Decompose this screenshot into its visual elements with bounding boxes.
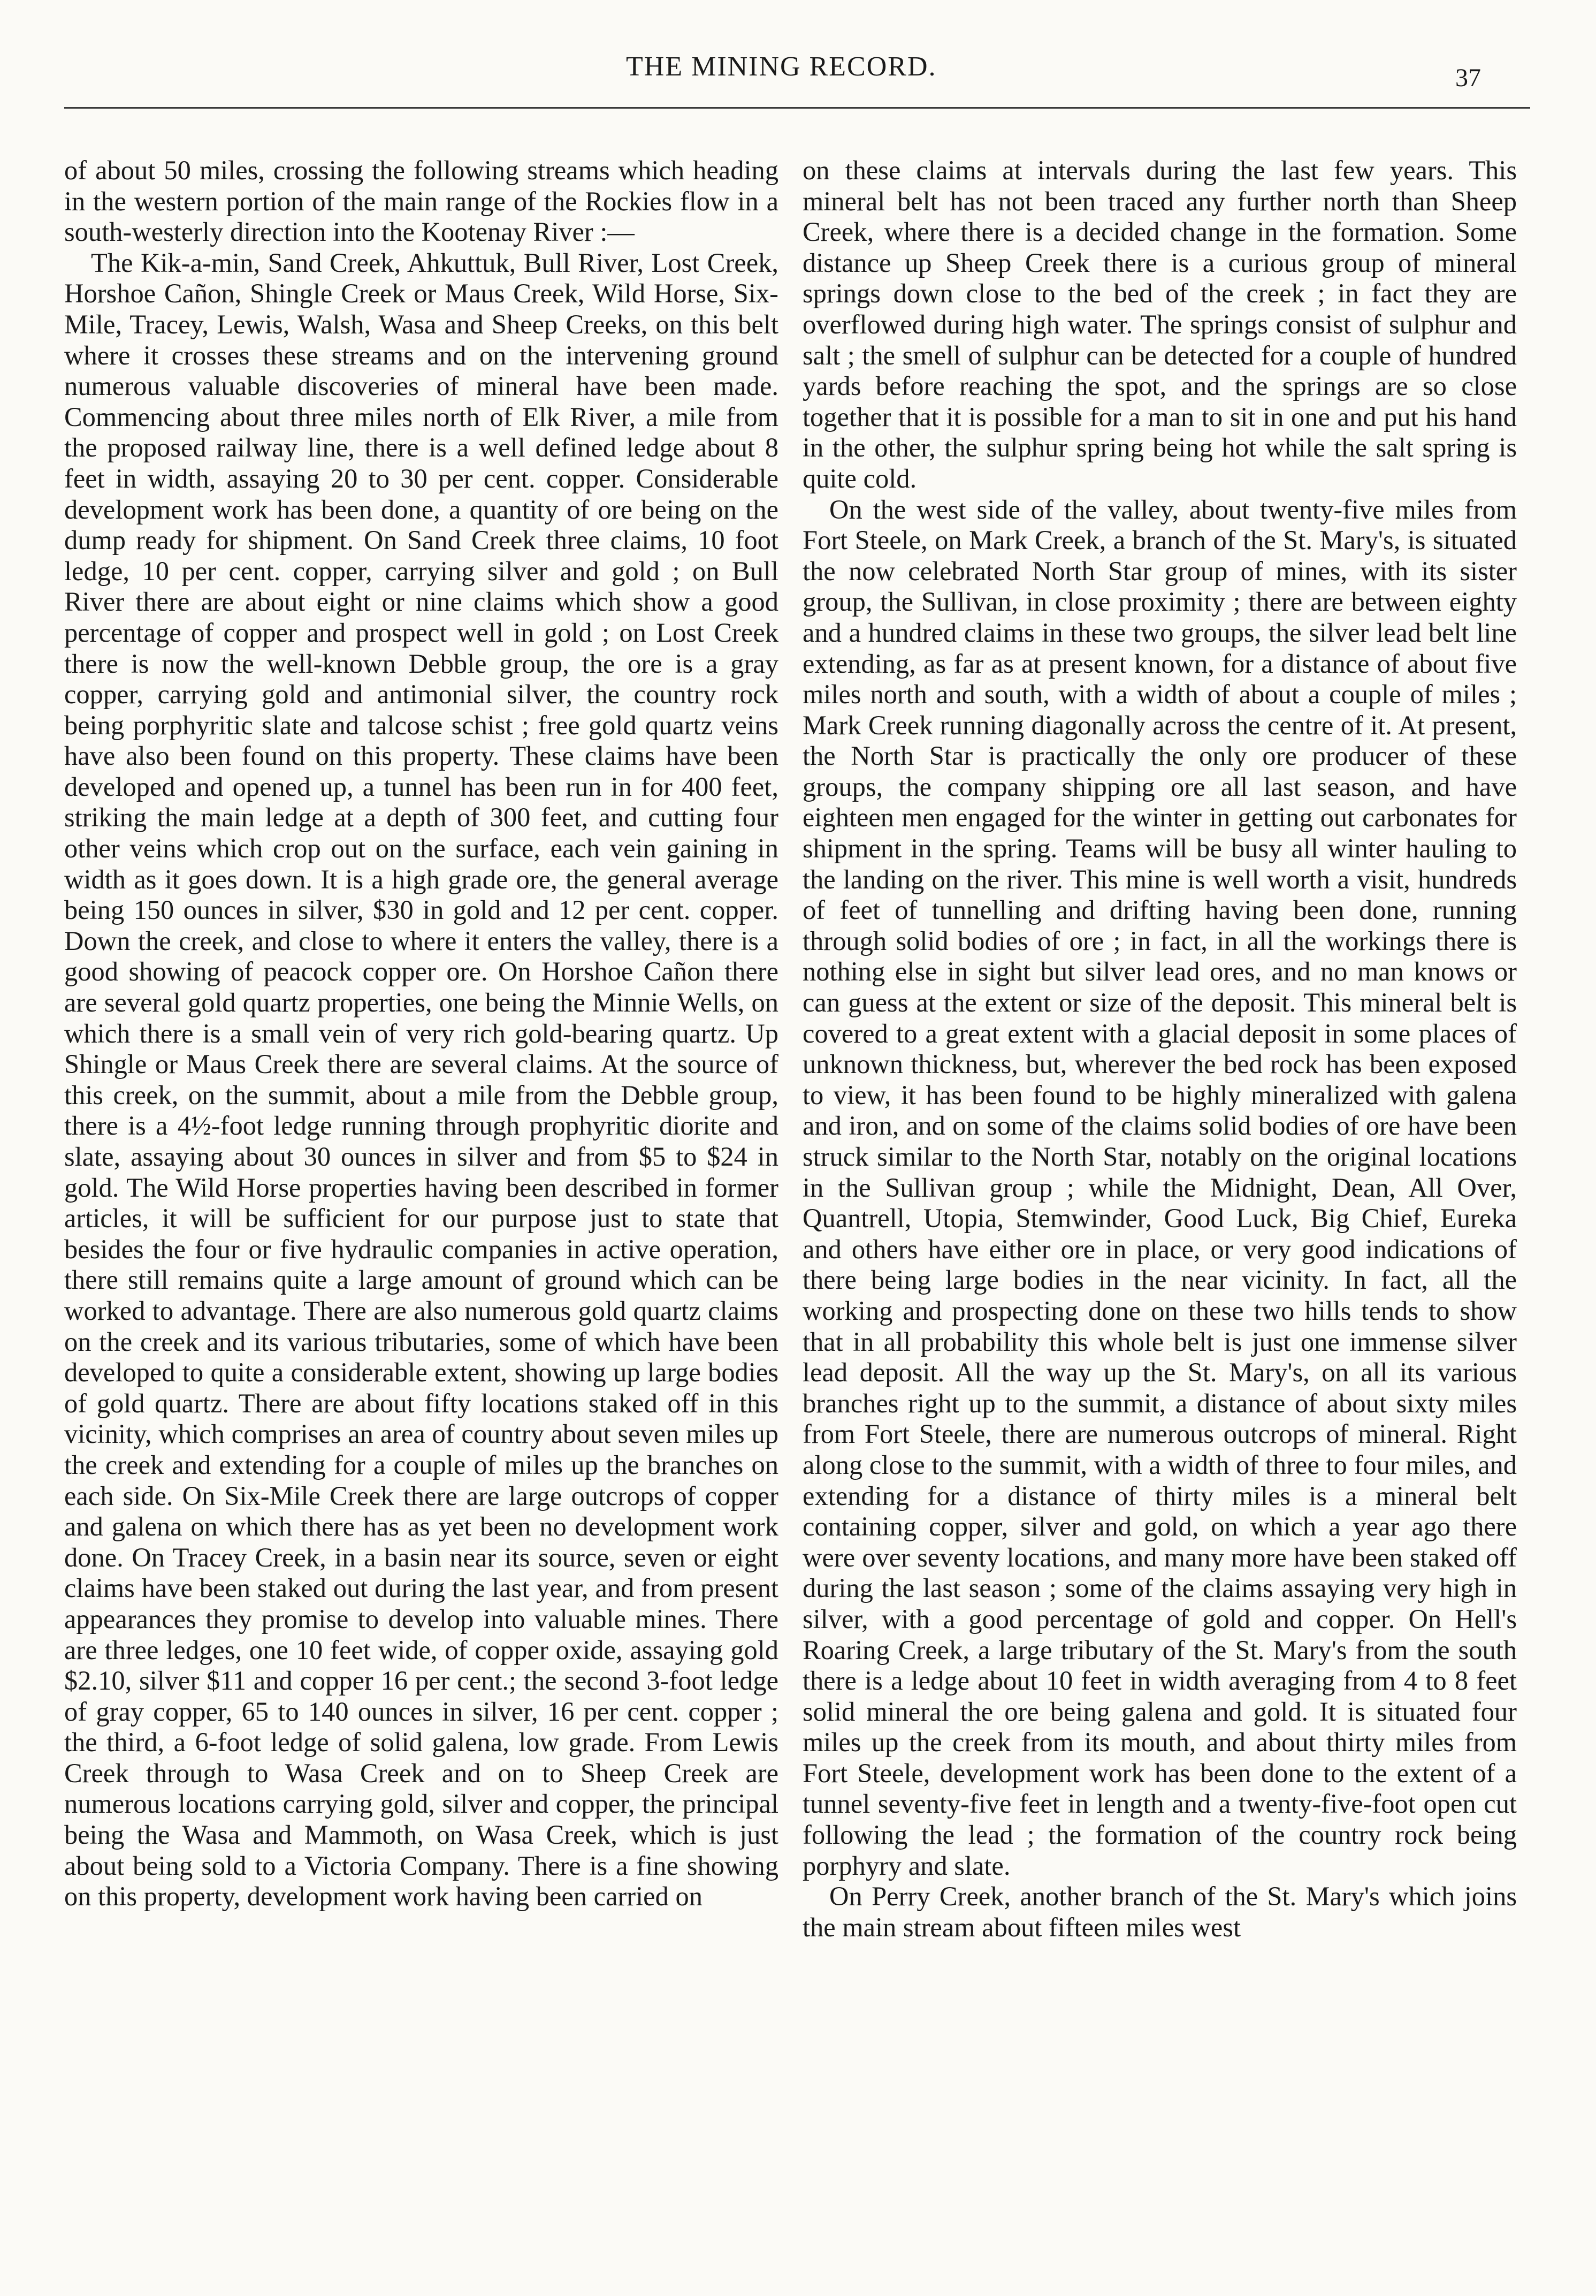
right-column (803, 155, 1517, 2275)
header-rule (64, 107, 1530, 109)
running-head-title: THE MINING RECORD. (626, 51, 937, 82)
page-number: 37 (1455, 64, 1481, 92)
left-paragraph-1: of about 50 miles, crossing the following streams which heading in the western portion of the main range of the Rockies flow in a south-westerly direction into the Kootenay River :— (64, 155, 778, 247)
right-paragraph-1: on these claims at intervals during the last few years. This mineral belt has not been traced any further north than Sheep Creek, where there is a decided change in the formation. Some distance up Sheep Creek there is a curious group of mineral springs down close to the bed of the creek ; in fact they are overflowed during high water. The springs consist of sulphur and salt ; the smell of sulphur can be detected for a couple of hundred yards before reaching the spot, and the springs are so close together that it is possible for a man to sit in one and put his hand in the other, the sulphur spring being hot while the salt spring is quite cold. (803, 155, 1517, 493)
right-paragraph-3: On Perry Creek, another branch of the St. Mary's which joins the main stream about fifteen miles west (803, 1881, 1517, 1942)
right-paragraph-2: On the west side of the valley, about twenty-five miles from Fort Steele, on Mark Creek, a branch of the St. Mary's, is situated the now celebrated North Star group of mines, with its sister group, the Sullivan, in close proximity ; there are between eighty and a hundred claims in these two groups, the silver lead belt line extending, as far as at present known, for a distance of about five miles north and south, with a width of about a couple of miles ; Mark Creek running diagonally across the centre of it. At present, the North Star is practically the only ore producer of these groups, the company shipping ore all last season, and have eighteen men engaged for the winter in getting out carbonates for shipment in the spring. Teams will be busy all winter hauling to the landing on the river. This mine is well worth a visit, hundreds of feet of tunnelling and drifting having been done, running through solid bodies of ore ; in fact, in all the workings there is nothing else in sight but silver lead ores, and no man knows or can guess at the extent or size of the deposit. This mineral belt is covered to a great extent with a glacial deposit in some places of unknown thickness, but, wherever the bed rock has been exposed to view, it has been found to be highly mineralized with galena and iron, and on some of the claims solid bodies of ore have been struck similar to the North Star, notably on the original locations in the Sullivan group ; while the Midnight, Dean, All Over, Quantrell, Utopia, Stemwinder, Good Luck, Big Chief, Eureka and others have either ore in place, or very good indications of there being large bodies in the near vicinity. In fact, all the working and prospecting done on these two hills tends to show that in all probability this whole belt is just one immense silver lead deposit. All the way up the St. Mary's, on all its various branches right up to the summit, a distance of about sixty miles from Fort Steele, there are numerous outcrops of mineral. Right along close to the summit, with a width of three to four miles, and extending for a distance of thirty miles is a mineral belt containing copper, silver and gold, on which a year ago there were over seventy locations, and many more have been staked off during the last season ; some of the claims assaying very high in silver, with a good percentage of gold and copper. On Hell's Roaring Creek, a large tributary of the St. Mary's from the south there is a ledge about 10 feet in width averaging from 4 to 8 feet solid mineral the ore being galena and gold. It is situated four miles up the creek from its mouth, and about thirty miles from Fort Steele, development work has been done to the extent of a tunnel seventy-five feet in length and a twenty-five-foot open cut following the lead ; the formation of the country rock being porphyry and slate. (803, 494, 1517, 1881)
page-header (0, 0, 1596, 123)
left-paragraph-2: The Kik-a-min, Sand Creek, Ahkuttuk, Bull River, Lost Creek, Horshoe Cañon, Shingle Creek or Maus Creek, Wild Horse, Six-Mile, Tracey, Lewis, Walsh, Wasa and Sheep Creeks, on this belt where it crosses these streams and on the intervening ground numerous valuable discoveries of mineral have been made. Commencing about three miles north of Elk River, a mile from the proposed railway line, there is a well defined ledge about 8 feet in width, assaying 20 to 30 per cent. copper. Considerable development work has been done, a quantity of ore being on the dump ready for shipment. On Sand Creek three claims, 10 foot ledge, 10 per cent. copper, carrying silver and gold ; on Bull River there are about eight or nine claims which show a good percentage of copper and prospect well in gold ; on Lost Creek there is now the well-known Debble group, the ore is a gray copper, carrying gold and antimonial silver, the country rock being porphyritic slate and talcose schist ; free gold quartz veins have also been found on this property. These claims have been developed and opened up, a tunnel has been run in for 400 feet, striking the main ledge at a depth of 300 feet, and cutting four other veins which crop out on the surface, each vein gaining in width as it goes down. It is a high grade ore, the general average being 150 ounces in silver, $30 in gold and 12 per cent. copper. Down the creek, and close to where it enters the valley, there is a good showing of peacock copper ore. On Horshoe Cañon there are several gold quartz properties, one being the Minnie Wells, on which there is a small vein of very rich gold-bearing quartz. Up Shingle or Maus Creek there are several claims. At the source of this creek, on the summit, about a mile from the Debble group, there is a 4½-foot ledge running through prophyritic diorite and slate, assaying about 30 ounces in silver and from $5 to $24 in gold. The Wild Horse properties having been described in former articles, it will be sufficient for our purpose just to state that besides the four or five hydraulic companies in active operation, there still remains quite a large amount of ground which can be worked to advantage. There are also numerous gold quartz claims on the creek and its various tributaries, some of which have been developed to quite a considerable extent, showing up large bodies of gold quartz. There are about fifty locations staked off in this vicinity, which comprises an area of country about seven miles up the creek and extending for a couple of miles up the branches on each side. On Six-Mile Creek there are large outcrops of copper and galena on which there has as yet been no development work done. On Tracey Creek, in a basin near its source, seven or eight claims have been staked out during the last year, and from present appearances they promise to develop into valuable mines. There are three ledges, one 10 feet wide, of copper oxide, assaying gold $2.10, silver $11 and copper 16 per cent.; the second 3-foot ledge of gray copper, 65 to 140 ounces in silver, 16 per cent. copper ; the third, a 6-foot ledge of solid galena, low grade. From Lewis Creek through to Wasa Creek and on to Sheep Creek are numerous locations carrying gold, silver and copper, the principal being the Wasa and Mammoth, on Wasa Creek, which is just about being sold to a Victoria Company. There is a fine showing on this property, development work having been carried on (64, 247, 778, 1912)
left-column (64, 155, 778, 2275)
